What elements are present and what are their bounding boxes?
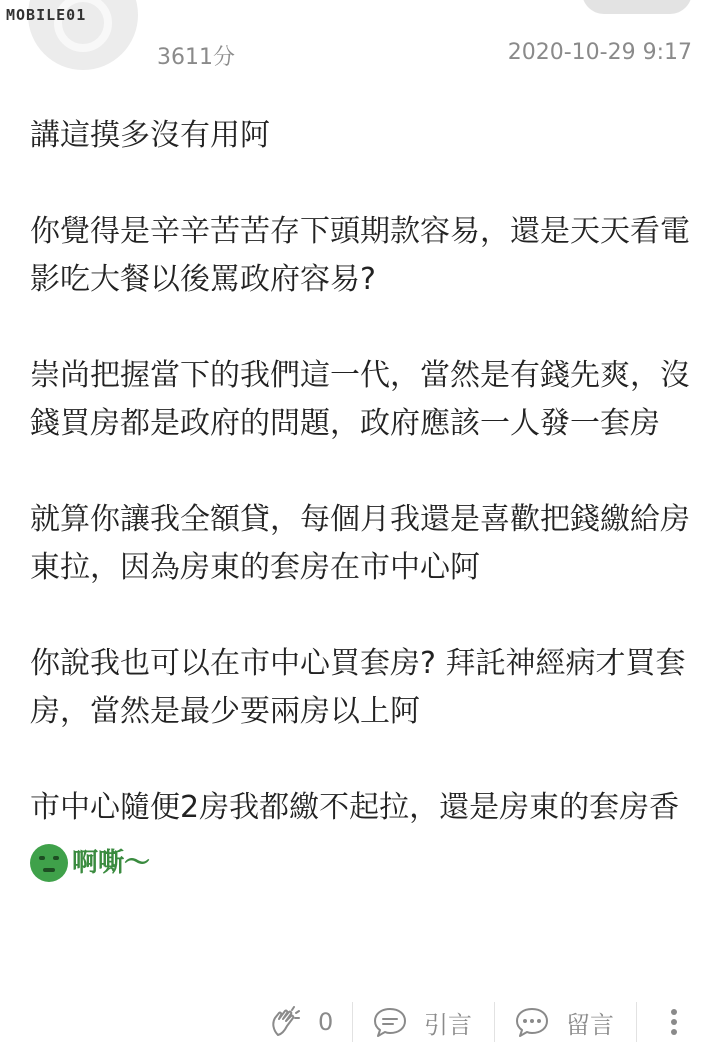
post-timestamp: 2020-10-29 9:17 bbox=[507, 40, 692, 65]
clap-hands-icon bbox=[268, 1005, 302, 1039]
quote-bubble-icon bbox=[372, 1005, 408, 1039]
post-paragraph: 你說我也可以在市中心買套房? 拜託神經病才買套房，當然是最少要兩房以上阿 bbox=[30, 646, 686, 729]
green-face-sticker-icon bbox=[30, 844, 68, 882]
post-paragraph: 你覺得是辛辛苦苦存下頭期款容易，還是天天看電影吃大餐以後罵政府容易? bbox=[30, 214, 690, 297]
quote-button[interactable] bbox=[372, 990, 472, 1054]
post-paragraph-text: 市中心隨便2房我都繳不起拉，還是房東的套房香 bbox=[30, 790, 680, 825]
post-paragraph-last bbox=[30, 784, 695, 880]
mobile01-watermark: MOBILE01 bbox=[6, 6, 87, 24]
post-paragraph: 就算你讓我全額貸，每個月我還是喜歡把錢繳給房東拉，因為房東的套房在市中心阿 bbox=[30, 502, 690, 585]
divider bbox=[352, 1002, 353, 1042]
divider bbox=[636, 1002, 637, 1042]
more-vertical-icon bbox=[662, 1004, 686, 1040]
post-paragraph: 崇尚把握當下的我們這一代，當然是有錢先爽，沒錢買房都是政府的問題，政府應該一人發一套房 bbox=[30, 358, 690, 441]
sticker-text: 啊嘶～ bbox=[72, 847, 151, 878]
post-paragraph: 講這摸多沒有用阿 bbox=[30, 118, 270, 153]
user-score: 3611分 bbox=[157, 45, 235, 70]
like-count: 0 bbox=[318, 1008, 334, 1036]
divider bbox=[494, 1002, 495, 1042]
reply-label: 留言 bbox=[566, 1010, 614, 1039]
like-button[interactable] bbox=[268, 990, 333, 1054]
follow-button[interactable] bbox=[582, 0, 692, 14]
comment-bubble-icon bbox=[514, 1005, 550, 1039]
more-button[interactable] bbox=[662, 990, 686, 1054]
post-content bbox=[30, 112, 695, 880]
post-header bbox=[0, 0, 720, 88]
post-actions-bar bbox=[0, 990, 720, 1054]
quote-label: 引言 bbox=[424, 1010, 472, 1039]
sticker bbox=[30, 838, 150, 878]
reply-button[interactable] bbox=[514, 990, 614, 1054]
